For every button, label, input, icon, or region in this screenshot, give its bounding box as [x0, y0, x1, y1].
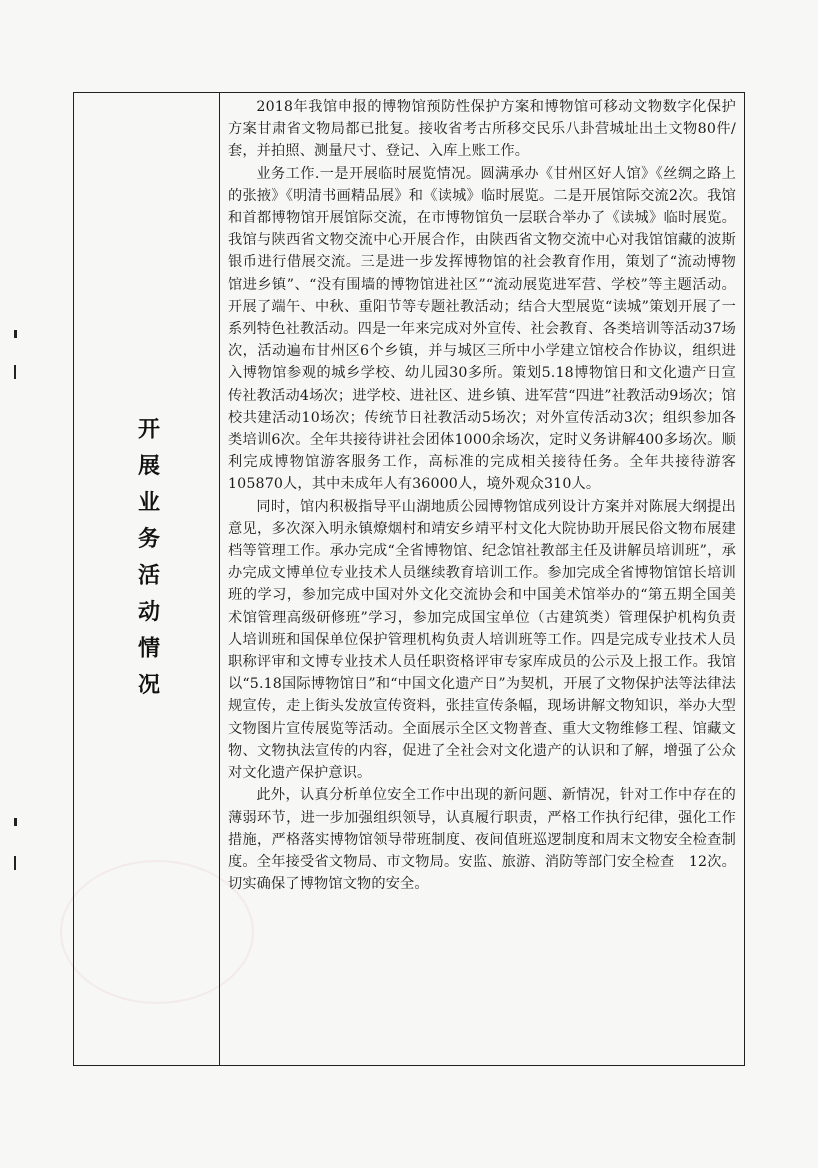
paragraph: 同时，馆内积极指导平山湖地质公园博物馆成列设计方案并对陈展大纲提出意见，多次深入明永镇燎烟村和靖安乡靖平村文化大院协助开展民俗文物布展建档等管理工作。承办完成“全省博物馆、纪念馆社教部主任及讲解员培训班”，承办完成文博单位专业技术人员继续教育培训工作。参加完成全省博物馆馆长培训班的学习，参加完成中国对外文化交流协会和中国美术馆举办的“第五期全国美术馆管理高级研修班”学习，参加完成国宝单位（古建筑类）管理保护机构负责人培训班和国保单位保护管理机构负责人培训班等工作。四是完成专业技术人员职称评审和文博专业技术人员任职资格评审专家库成员的公示及上报工作。我馆以“5.18国际博物馆日”和“中国文化遗产日”为契机，开展了文物保护法等法律法规宣传，走上街头发放宣传资料，张挂宣传条幅，现场讲解文物知识，举办大型文物图片宣传展览等活动。全面展示全区文物普查、重大文物维修工程、馆藏文物、文物执法宣传的内容，促进了全社会对文化遗产的认识和了解，增强了公众对文化遗产保护意识。: [228, 498, 736, 782]
binding-mark: [14, 365, 16, 379]
paragraph: 此外，认真分析单位安全工作中出现的新问题、新情况，针对工作中存在的薄弱环节，进一步加强组织领导，认真履行职责，严格工作执行纪律，强化工作措施，严格落实博物馆领导带班制度、夜间值班巡逻制度和周末文物安全检查制度。全年接受省文物局、市文物局。安监、旅游、消防等部门安全检查 12次。切实确保了博物馆文物的安全。: [228, 787, 736, 893]
section-label: 开展业务活动情况: [134, 417, 160, 709]
binding-mark: [14, 330, 17, 338]
binding-mark: [14, 856, 16, 870]
paragraph: 2018年我馆申报的博物馆预防性保护方案和博物馆可移动文物数字化保护方案甘肃省文物局都已批复。接收省考古所移交民乐八卦营城址出土文物80件/套，并拍照、测量尺寸、登记、入库上账工作。: [228, 99, 736, 160]
section-label-cell: [74, 93, 220, 1065]
binding-mark: [14, 818, 17, 826]
activity-form-table: [73, 92, 745, 1066]
content-cell: [220, 93, 744, 1065]
paragraph: 业务工作.一是开展临时展览情况。圆满承办《甘州区好人馆》《丝绸之路上的张掖》《明清书画精品展》和《读城》临时展览。二是开展馆际交流2次。我馆和首都博物馆开展馆际交流，在市博物馆负一层联合举办了《读城》临时展览。我馆与陕西省文物交流中心开展合作，由陕西省文物交流中心对我馆馆藏的波斯银币进行借展交流。三是进一步发挥博物馆的社会教育作用，策划了“流动博物馆进乡镇”、“没有围墙的博物馆进社区”“流动展览进军营、学校”等主题活动。开展了端午、中秋、重阳节等专题社教活动；结合大型展览“读城”策划开展了一系列特色社教活动。四是一年来完成对外宣传、社会教育、各类培训等活动37场次，活动遍布甘州区6个乡镇，并与城区三所中小学建立馆校合作协议，组织进入博物馆参观的城乡学校、幼儿园30多所。策划5.18博物馆日和文化遗产日宣传社教活动4场次；进学校、进社区、进乡镇、进军营“四进”社教活动9场次；馆校共建活动10场次；传统节日社教活动5场次；对外宣传活动3次；组织参加各类培训6次。全年共接待讲社会团体1000余场次，定时义务讲解400多场次。顺利完成博物馆游客服务工作，高标准的完成相关接待任务。全年共接待游客105870人，其中未成年人有36000人，境外观众310人。: [228, 165, 736, 493]
